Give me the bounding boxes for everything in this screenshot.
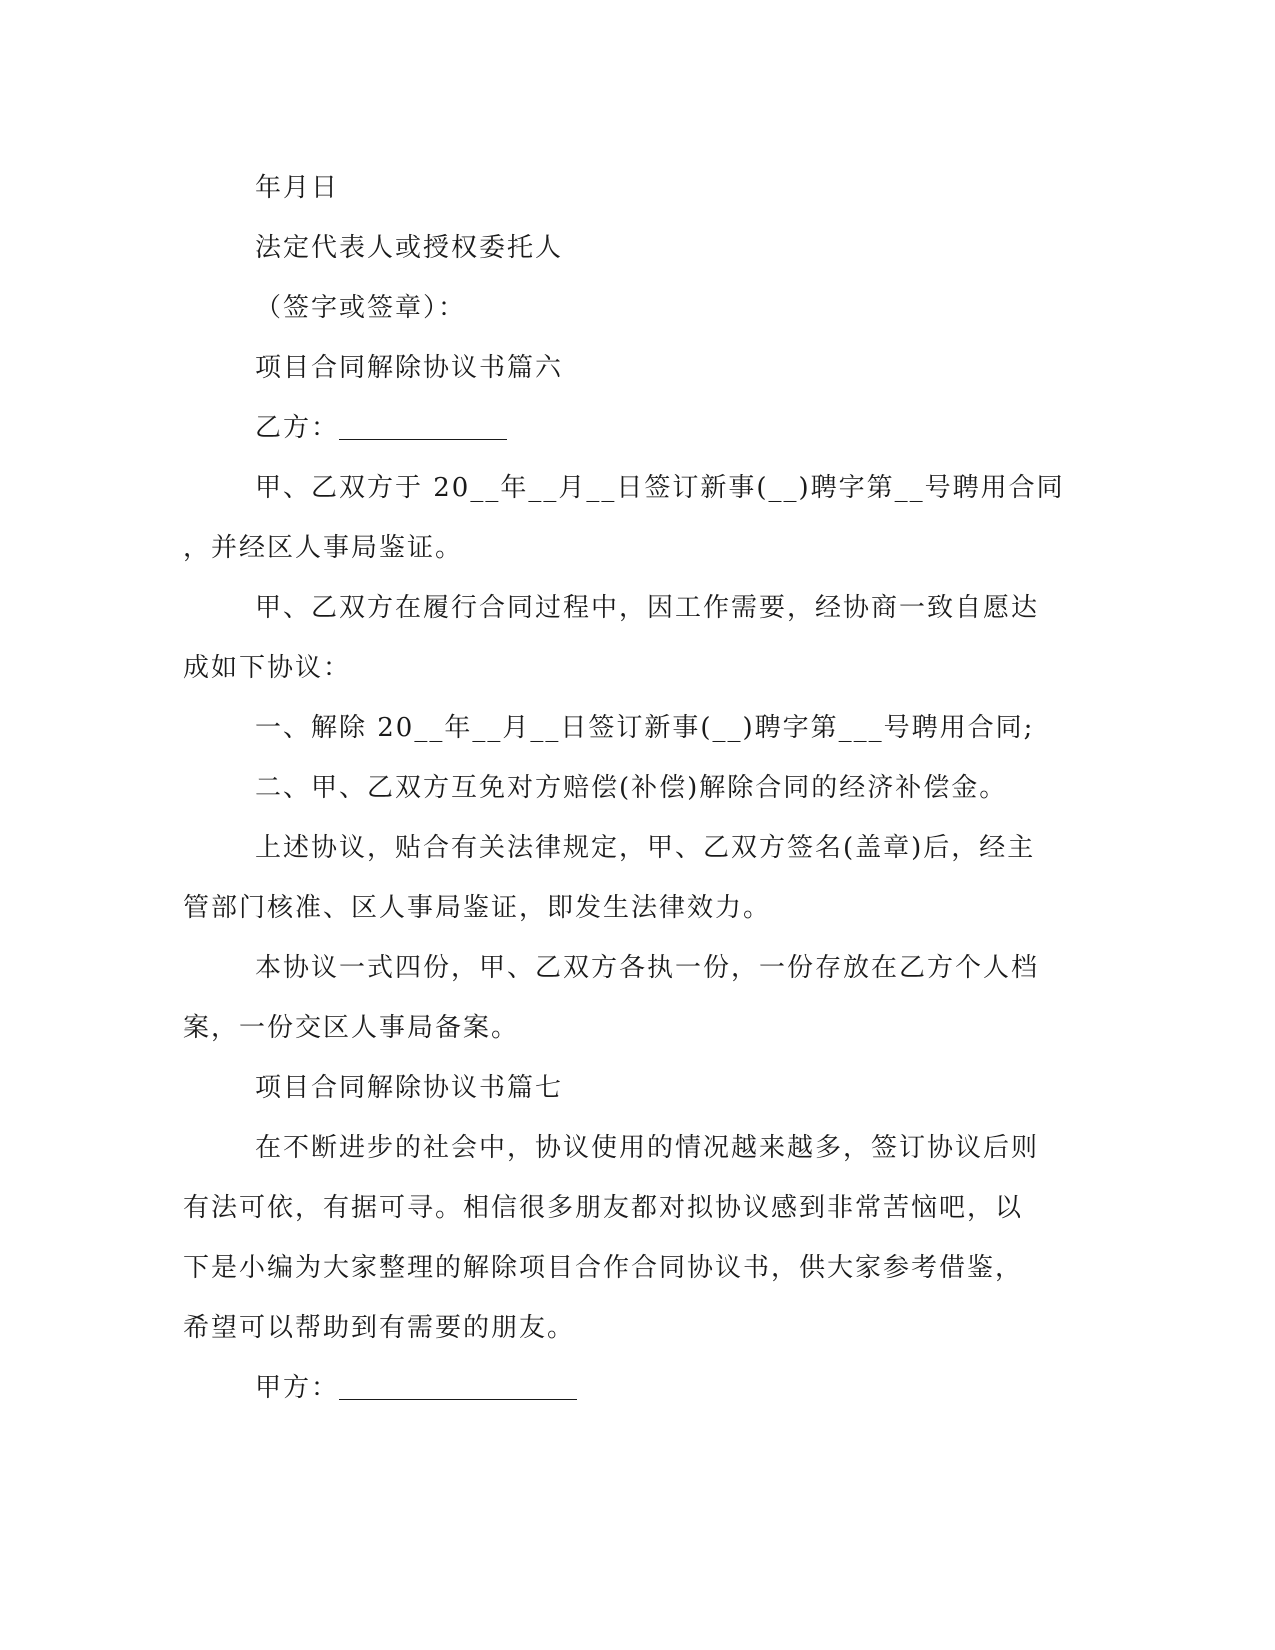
- paragraph-line: 在不断进步的社会中，协议使用的情况越来越多，签订协议后则: [255, 1133, 1040, 1163]
- clause-one: 一、解除 20__年__月__日签订新事(__)聘字第___号聘用合同;: [255, 713, 1035, 743]
- paragraph-line: 本协议一式四份，甲、乙双方各执一份，一份存放在乙方个人档: [255, 953, 1040, 983]
- paragraph-line: 下是小编为大家整理的解除项目合作合同协议书，供大家参考借鉴，: [183, 1253, 1024, 1283]
- document-body: [183, 158, 1063, 1418]
- party-b-blank: [339, 413, 507, 440]
- paragraph-line: ，并经区人事局鉴证。: [183, 533, 464, 563]
- party-b-line: [183, 398, 1063, 458]
- party-a-label: 甲方：: [255, 1373, 340, 1403]
- party-b-label: 乙方：: [255, 413, 340, 443]
- party-a-line: [183, 1358, 1063, 1418]
- section-heading-six: 项目合同解除协议书篇六: [255, 353, 564, 383]
- paragraph-line: 上述协议，贴合有关法律规定，甲、乙双方签名(盖章)后，经主: [255, 833, 1036, 863]
- paragraph-line: 希望可以帮助到有需要的朋友。: [183, 1313, 576, 1343]
- paragraph-line: 甲、乙双方在履行合同过程中，因工作需要，经协商一致自愿达: [255, 593, 1040, 623]
- paragraph-line: 成如下协议：: [183, 653, 352, 683]
- signature-line: （签字或签章）：: [255, 293, 467, 323]
- paragraph-line: 有法可依，有据可寻。相信很多朋友都对拟协议感到非常苦恼吧，以: [183, 1193, 1024, 1223]
- paragraph-line: 案，一份交区人事局备案。: [183, 1013, 520, 1043]
- paragraph-line: 管部门核准、区人事局鉴证，即发生法律效力。: [183, 893, 772, 923]
- date-line: 年月日: [255, 173, 340, 203]
- paragraph-line: 甲、乙双方于 20__年__月__日签订新事(__)聘字第__号聘用合同: [255, 473, 1065, 503]
- section-heading-seven: 项目合同解除协议书篇七: [255, 1073, 564, 1103]
- party-a-blank: [339, 1373, 577, 1400]
- legal-representative-line: 法定代表人或授权委托人: [255, 233, 564, 263]
- clause-two: 二、甲、乙双方互免对方赔偿(补偿)解除合同的经济补偿金。: [255, 773, 1008, 803]
